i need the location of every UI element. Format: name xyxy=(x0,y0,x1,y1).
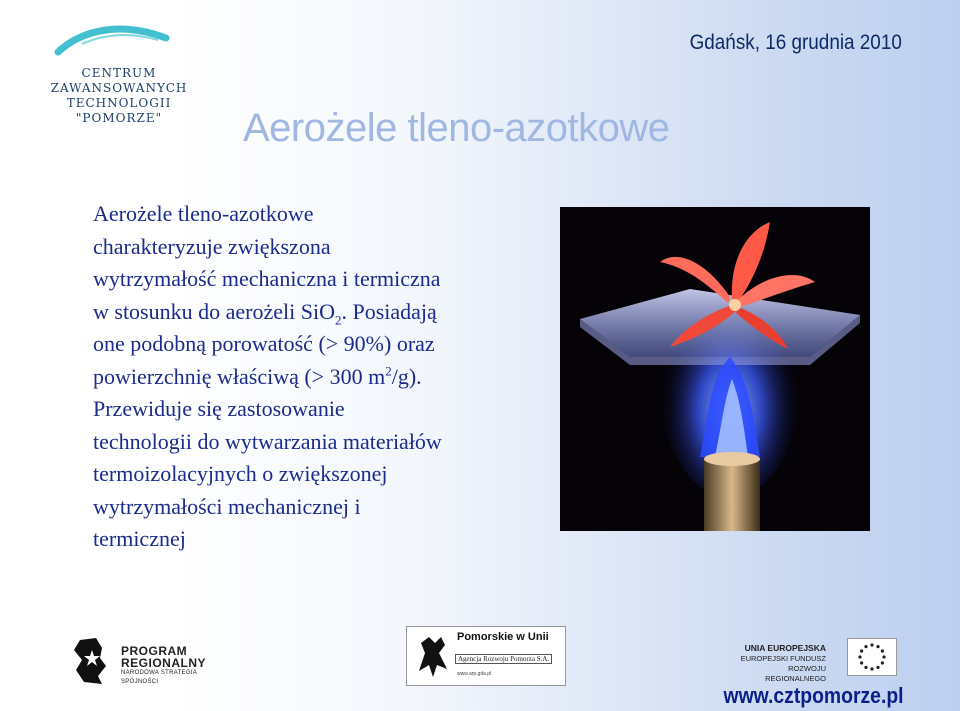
eu-line: ROZWOJU REGIONALNEGO xyxy=(765,664,826,683)
eu-line: EUROPEJSKI FUNDUSZ xyxy=(740,654,826,663)
logo-line: CENTRUM xyxy=(81,66,157,80)
text-line: charakteryzuje zwiększona xyxy=(93,233,331,259)
program-regionalny-logo xyxy=(72,636,232,686)
text-line: Aerożele tleno-azotkowe xyxy=(93,201,314,226)
star-map-icon xyxy=(72,636,112,686)
text-line: Przewiduje się zastosowanie xyxy=(93,396,345,421)
pomorskie-url: www.arp.gda.pl xyxy=(457,671,492,677)
logo-line: TECHNOLOGII xyxy=(66,96,172,110)
body-text xyxy=(93,198,533,556)
text-line: termicznej xyxy=(93,526,186,551)
text-line xyxy=(93,361,533,394)
text-span: powierzchnię właściwą (> 300 m xyxy=(93,363,386,389)
website-url: www.cztpomorze.pl xyxy=(724,683,904,708)
czt-logo xyxy=(34,18,204,130)
date-text: Gdańsk, 16 grudnia 2010 xyxy=(689,31,902,54)
griffin-icon xyxy=(411,631,455,681)
text-line: termoizolacyjnych o zwiększonej xyxy=(93,461,388,486)
text-line: wytrzymałość mechaniczna i termiczna xyxy=(93,266,441,291)
eu-flag-icon xyxy=(847,638,897,676)
subscript: 2 xyxy=(334,311,342,327)
text-span: w stosunku do aerożeli SiO xyxy=(93,298,335,324)
pomorskie-subtitle: Agencja Rozwoju Pomorza S.A. xyxy=(455,654,552,664)
logo-line: ZAWANSOWANYCH xyxy=(50,81,188,95)
slide-title: Aerożele tleno-azotkowe xyxy=(243,106,670,150)
pomorskie-logo xyxy=(406,626,566,686)
logo-text xyxy=(34,66,204,126)
aerogel-flower-photo xyxy=(560,207,870,531)
text-span: /g). xyxy=(391,363,422,389)
eu-logo xyxy=(726,638,901,683)
program-line: REGIONALNY xyxy=(121,656,207,670)
program-line: NARODOWA STRATEGIA SPÓJNOŚCI xyxy=(121,670,197,685)
logo-line: "POMORZE" xyxy=(75,111,163,125)
program-text xyxy=(121,645,232,687)
pomorskie-title: Pomorskie w Unii xyxy=(457,631,549,643)
eu-text xyxy=(726,643,826,684)
text-span: . Posiadają xyxy=(341,298,437,324)
logo-wave-icon xyxy=(54,22,174,62)
text-line: technologii do wytwarzania materiałów xyxy=(93,428,442,454)
superscript: 2 xyxy=(385,363,392,379)
text-line: one podobną porowatość (> 90%) oraz xyxy=(93,331,435,356)
text-line: wytrzymałości mechanicznej i xyxy=(93,493,361,519)
text-line xyxy=(93,296,533,329)
eu-line: UNIA EUROPEJSKA xyxy=(744,643,826,653)
program-line: PROGRAM xyxy=(121,644,188,658)
